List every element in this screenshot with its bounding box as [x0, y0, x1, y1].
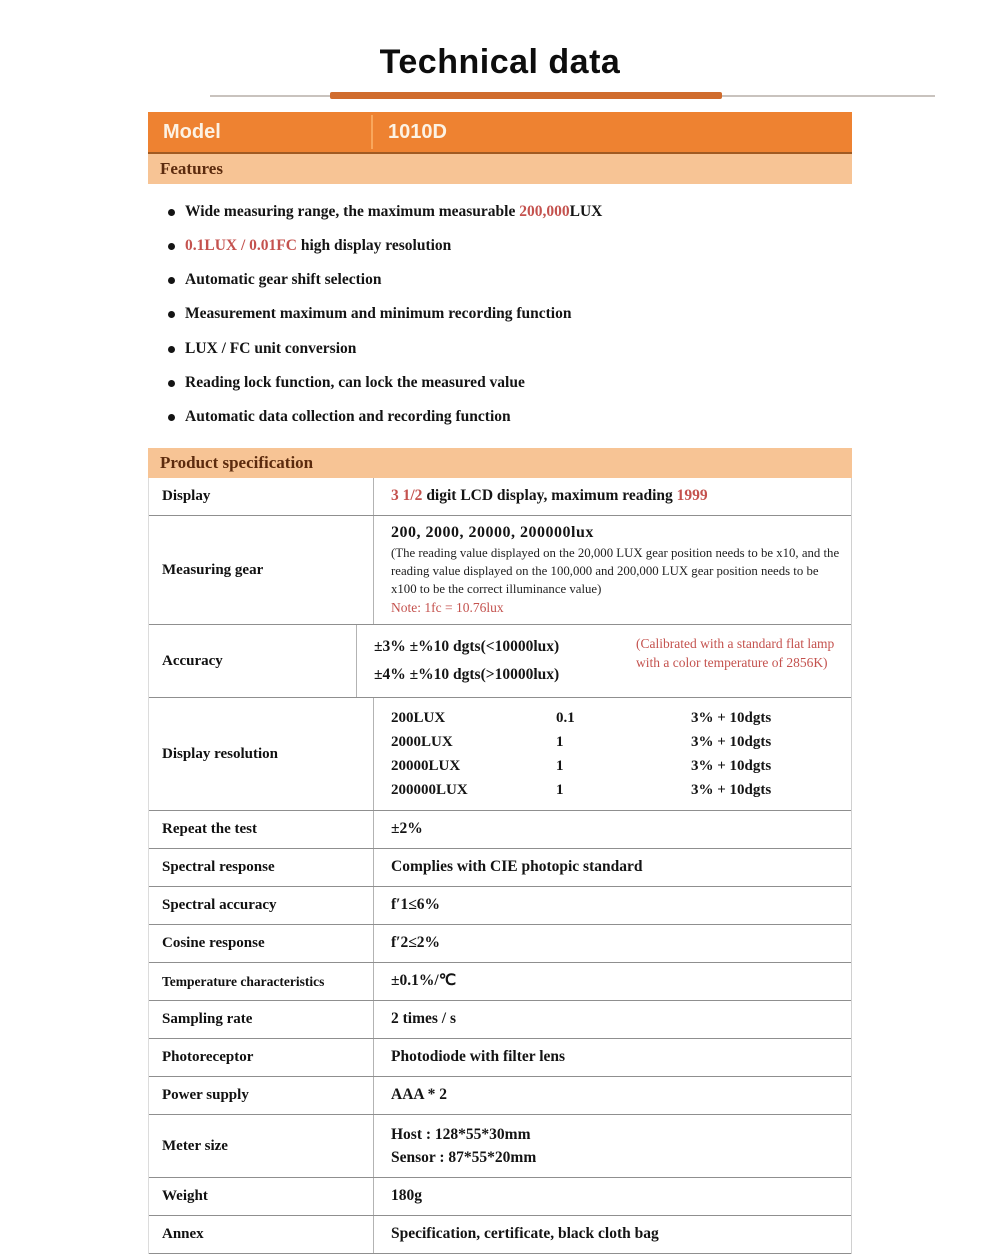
resolution-cell: 3% + 10dgts	[691, 758, 772, 775]
gear-paren-note: (The reading value displayed on the 20,000 LUX gear position needs to be x10, and the reading value displayed on the 100,000 and 200,000 LUX gear position needs to be x100 to be the correct illuminance value)	[391, 545, 840, 597]
spec-row-value	[373, 1001, 851, 1038]
value-text: Specification, certificate, black cloth bag	[391, 1225, 659, 1243]
resolution-cell: 20000LUX	[391, 758, 461, 775]
resolution-cell: 1	[556, 782, 564, 799]
value-text: 2 times / s	[391, 1009, 457, 1027]
title-underline	[0, 92, 1000, 100]
spec-row-label: Power supply	[162, 1086, 249, 1103]
features-section-bar	[148, 154, 852, 184]
value-line: Sensor : 87*55*20mm	[391, 1149, 537, 1166]
bullet-icon	[168, 209, 175, 216]
feature-text	[185, 236, 451, 256]
bullet-icon	[168, 380, 175, 387]
accuracy-lines	[374, 633, 636, 689]
text-run: Measurement maximum and minimum recording function	[185, 305, 572, 323]
feature-list-item	[148, 229, 842, 263]
text-run: Reading lock function, can lock the measured value	[185, 373, 525, 391]
highlighted-text-run: 1999	[676, 486, 708, 504]
spec-row-label: Cosine response	[162, 935, 265, 952]
gear-range-text: 200, 2000, 20000, 200000lux	[391, 523, 594, 541]
spec-row-label: Photoreceptor	[162, 1048, 254, 1065]
feature-text	[185, 202, 602, 222]
feature-text	[185, 339, 356, 359]
accuracy-content	[374, 633, 841, 689]
feature-list-item	[148, 297, 842, 331]
spec-rows	[148, 478, 852, 1254]
spec-row-label: Meter size	[162, 1137, 228, 1154]
spec-row-label: Sampling rate	[162, 1010, 253, 1027]
spec-table-row	[149, 1077, 851, 1115]
features-list	[148, 184, 852, 448]
resolution-cell: 3% + 10dgts	[691, 734, 772, 751]
spec-table-row	[149, 1178, 851, 1216]
text-run: Wide measuring range, the maximum measurable	[185, 203, 520, 220]
bullet-icon	[168, 243, 175, 250]
resolution-cell: 1	[556, 734, 564, 751]
accuracy-line: ±3% ±%10 dgts(<10000lux)	[374, 638, 560, 656]
page-title: Technical data	[379, 43, 621, 81]
value-line: Host : 128*55*30mm	[391, 1125, 531, 1143]
feature-list-item	[148, 263, 842, 297]
bullet-icon	[168, 277, 175, 284]
calibration-note: (Calibrated with a standard flat lamp with a color temperature of 2856K)	[636, 636, 835, 670]
value-text: Complies with CIE photopic standard	[391, 858, 643, 876]
resolution-cell: 2000LUX	[391, 734, 453, 751]
spec-row-value	[373, 1216, 851, 1253]
bullet-icon	[168, 414, 175, 421]
value-text: ±0.1%/℃	[391, 972, 457, 990]
value-text: f′2≤2%	[391, 934, 441, 952]
spec-row-value	[373, 516, 851, 624]
value-text: 180g	[391, 1187, 422, 1205]
highlighted-text-run: 3 1/2	[391, 486, 427, 504]
spec-section-title: Product specification	[160, 452, 314, 472]
text-run: high display resolution	[296, 237, 452, 255]
spec-row-label: Repeat the test	[162, 821, 257, 838]
spec-row-value	[373, 925, 851, 962]
spec-row-value	[373, 698, 851, 810]
resolution-cell: 200000LUX	[391, 782, 468, 799]
spec-row-label: Temperature characteristics	[162, 973, 325, 989]
spec-row-label: Measuring gear	[162, 561, 264, 578]
spec-table-row	[149, 849, 851, 887]
spec-row-value	[356, 625, 851, 697]
resolution-row	[391, 754, 841, 778]
spec-table	[148, 112, 852, 1254]
text-run: Automatic gear shift selection	[185, 271, 382, 289]
feature-text	[185, 407, 511, 427]
model-header-row	[148, 112, 852, 154]
gear-red-note: Note: 1fc = 10.76lux	[391, 600, 504, 616]
spec-row-value	[373, 1115, 851, 1178]
feature-text	[185, 270, 381, 290]
spec-row-label: Display resolution	[162, 745, 278, 762]
value-text: Photodiode with filter lens	[391, 1047, 566, 1065]
highlighted-text-run: 0.1LUX / 0.01FC	[185, 237, 297, 255]
resolution-cell: 3% + 10dgts	[691, 782, 772, 799]
spec-row-value	[373, 1077, 851, 1114]
spec-row-label: Spectral response	[162, 859, 275, 876]
feature-list-item	[148, 400, 842, 434]
spec-row-label: Display	[162, 487, 211, 504]
spec-table-row	[149, 811, 851, 849]
spec-table-row	[149, 516, 851, 625]
value-text: f′1≤6%	[391, 896, 441, 914]
accuracy-line: ±4% ±%10 dgts(>10000lux)	[374, 666, 560, 684]
spec-row-value	[373, 478, 851, 515]
feature-list-item	[148, 332, 842, 366]
feature-list-item	[148, 195, 842, 229]
resolution-row	[391, 730, 841, 754]
spec-row-label: Annex	[162, 1226, 204, 1243]
resolution-cell: 1	[556, 758, 564, 775]
resolution-cell: 3% + 10dgts	[691, 710, 772, 727]
resolution-cell: 200LUX	[391, 710, 446, 727]
spec-table-row	[149, 887, 851, 925]
spec-table-row	[149, 1115, 851, 1179]
spec-table-row	[149, 1001, 851, 1039]
spec-table-row	[149, 698, 851, 811]
resolution-row	[391, 706, 841, 730]
spec-row-value	[373, 811, 851, 848]
model-header-value: 1010D	[388, 120, 447, 143]
features-section-title: Features	[160, 159, 223, 178]
text-run: Automatic data collection and recording function	[185, 407, 511, 425]
spec-table-row	[149, 1216, 851, 1254]
spec-row-value	[373, 1039, 851, 1076]
text-run: LUX / FC unit conversion	[185, 339, 357, 357]
model-header-label: Model	[163, 120, 221, 143]
spec-row-label: Weight	[162, 1188, 208, 1205]
title-block	[0, 44, 1000, 81]
spec-row-value	[373, 963, 851, 1000]
feature-list-item	[148, 366, 842, 400]
spec-section-bar	[148, 448, 852, 478]
value-text: AAA * 2	[391, 1085, 447, 1103]
bullet-icon	[168, 346, 175, 353]
feature-text	[185, 304, 572, 324]
spec-table-row	[149, 925, 851, 963]
spec-row-value	[373, 887, 851, 924]
text-run: digit LCD display, maximum reading	[426, 486, 677, 504]
highlighted-text-run: 200,000	[519, 203, 570, 220]
text-run: LUX	[569, 203, 603, 220]
spec-row-label: Spectral accuracy	[162, 897, 277, 914]
spec-table-row	[149, 478, 851, 516]
spec-table-row	[149, 963, 851, 1001]
spec-row-label: Accuracy	[162, 652, 223, 669]
resolution-row	[391, 778, 841, 802]
spec-row-value	[373, 1178, 851, 1215]
spec-row-value	[373, 849, 851, 886]
bullet-icon	[168, 311, 175, 318]
resolution-cell: 0.1	[556, 710, 575, 727]
spec-table-row	[149, 625, 851, 698]
spec-table-row	[149, 1039, 851, 1077]
value-text: ±2%	[391, 820, 423, 838]
underline-orange-bar	[330, 92, 722, 99]
feature-text	[185, 373, 525, 393]
value-text	[391, 486, 841, 507]
